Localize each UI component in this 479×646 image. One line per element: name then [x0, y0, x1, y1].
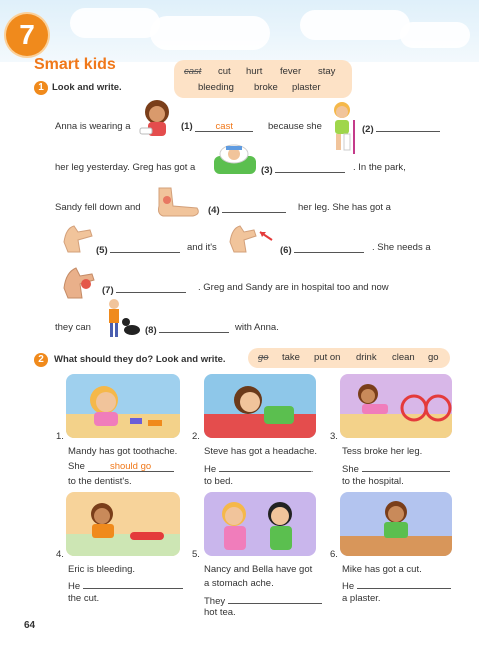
item-sentence: Mandy has got toothache.: [68, 446, 178, 457]
sentence-text: her leg yesterday. Greg has got a: [55, 162, 196, 173]
sentence-text: they can: [55, 322, 91, 333]
section-2-title: What should they do? Look and write.: [54, 354, 226, 365]
item-sentence: a plaster.: [342, 593, 381, 604]
cloud-decoration: [150, 16, 270, 50]
word-bank-item: bleeding: [198, 82, 234, 93]
item-sentence: hot tea.: [204, 607, 236, 618]
picture-broken-leg: [340, 374, 452, 438]
word-bank-item: cast: [184, 66, 202, 77]
hand-with-plaster-picture: [60, 264, 98, 302]
answer-blank-2[interactable]: [376, 121, 440, 132]
page-number: 64: [24, 620, 36, 631]
word-bank-item: put on: [314, 352, 341, 363]
picture-bleeding: [66, 492, 180, 556]
picture-toothache: [66, 374, 180, 438]
picture-cut: [340, 492, 452, 556]
answer-blank-4[interactable]: [222, 202, 286, 213]
item-subject: He: [342, 581, 355, 592]
answer-text: should go: [109, 461, 152, 472]
item-subject: He: [204, 464, 217, 475]
item-subject: She: [68, 461, 85, 472]
item-number: 4.: [56, 549, 64, 560]
word-bank-1: [174, 60, 352, 98]
item-sentence: to bed.: [204, 476, 234, 487]
answer-blank-6[interactable]: [294, 242, 364, 253]
section-2-number: 2: [34, 353, 48, 367]
blank-number: (7): [102, 285, 114, 296]
item-sentence: the cut.: [68, 593, 100, 604]
item-subject: He: [68, 581, 81, 592]
answer-blank-1[interactable]: [195, 121, 253, 132]
item-number: 1.: [56, 431, 64, 442]
answer-blank-item-6[interactable]: [357, 578, 451, 589]
answer-blank-item-4[interactable]: [83, 578, 183, 589]
sentence-text: with Anna.: [235, 322, 279, 333]
item-number: 3.: [330, 431, 338, 442]
word-bank-item: go: [428, 352, 439, 363]
answer-blank-8[interactable]: [159, 322, 229, 333]
item-sentence: to the hospital.: [342, 476, 404, 487]
sentence-text: . She needs a: [372, 242, 431, 253]
blank-number: (5): [96, 245, 108, 256]
blank-number: (2): [362, 124, 374, 135]
unit-number-badge: 7: [6, 14, 48, 56]
item-sentence: a stomach ache.: [204, 578, 274, 589]
cloud-decoration: [300, 10, 410, 40]
sentence-text: her leg. She has got a: [298, 202, 391, 213]
word-bank-item: hurt: [246, 66, 263, 77]
blank-number: (4): [208, 205, 220, 216]
girl-with-cast-picture: [136, 98, 178, 142]
word-bank-item: drink: [356, 352, 377, 363]
item-punctuation: .: [310, 464, 314, 475]
picture-stomach-ache: [204, 492, 316, 556]
word-bank-2: [248, 348, 450, 368]
sentence-text: Sandy fell down and: [55, 202, 141, 213]
item-subject: She: [342, 464, 359, 475]
word-bank-item: cut: [218, 66, 231, 77]
item-sentence: Mike has got a cut.: [342, 564, 422, 575]
blank-number: (3): [261, 165, 273, 176]
word-bank-item: fever: [280, 66, 302, 77]
answer-blank-5[interactable]: [110, 242, 180, 253]
item-sentence: to the dentist's.: [68, 476, 132, 487]
word-bank-item: broke: [254, 82, 278, 93]
sentence-text: . Greg and Sandy are in hospital too and now: [198, 282, 389, 293]
answer-blank-item-1[interactable]: [88, 461, 174, 472]
item-sentence: Eric is bleeding.: [68, 564, 136, 575]
section-1-title: Look and write.: [52, 82, 122, 93]
answer-blank-item-2[interactable]: [219, 461, 311, 472]
blank-number: (6): [280, 245, 292, 256]
word-bank-item: stay: [318, 66, 336, 77]
word-bank-item: plaster: [292, 82, 321, 93]
answer-blank-item-3[interactable]: [362, 461, 450, 472]
sentence-text: Anna is wearing a: [55, 121, 131, 132]
blank-number: (8): [145, 325, 157, 336]
cloud-decoration: [70, 8, 160, 38]
cloud-decoration: [400, 22, 470, 48]
item-sentence: Tess broke her leg.: [342, 446, 423, 457]
header-band: [0, 0, 479, 62]
item-sentence: Steve has got a headache.: [204, 446, 318, 457]
word-bank-item: take: [282, 352, 300, 363]
girl-on-crutch-picture: [326, 100, 360, 156]
word-bank-item: go: [258, 352, 269, 363]
page-title: Smart kids: [34, 56, 116, 73]
picture-headache: [204, 374, 316, 438]
item-number: 2.: [192, 431, 200, 442]
answer-text: cast: [215, 121, 233, 132]
sentence-text: . In the park,: [353, 162, 406, 173]
hurt-leg-picture: [153, 184, 203, 218]
section-1-number: 1: [34, 81, 48, 95]
blank-number: (1): [181, 121, 193, 132]
item-subject: They: [204, 596, 226, 607]
answer-blank-3[interactable]: [275, 162, 345, 173]
bleeding-hand-picture: [226, 222, 276, 256]
item-number: 6.: [330, 549, 338, 560]
item-sentence: Nancy and Bella have got: [204, 564, 313, 575]
answer-blank-7[interactable]: [116, 282, 186, 293]
boy-with-fever-picture: [212, 142, 258, 176]
word-bank-item: clean: [392, 352, 415, 363]
boy-with-dog-picture: [102, 298, 144, 340]
answer-blank-item-5[interactable]: [228, 593, 322, 604]
sentence-text: because she: [268, 121, 322, 132]
sentence-text: and it's: [187, 242, 217, 253]
item-number: 5.: [192, 549, 200, 560]
hand-with-cut-picture: [60, 222, 96, 256]
